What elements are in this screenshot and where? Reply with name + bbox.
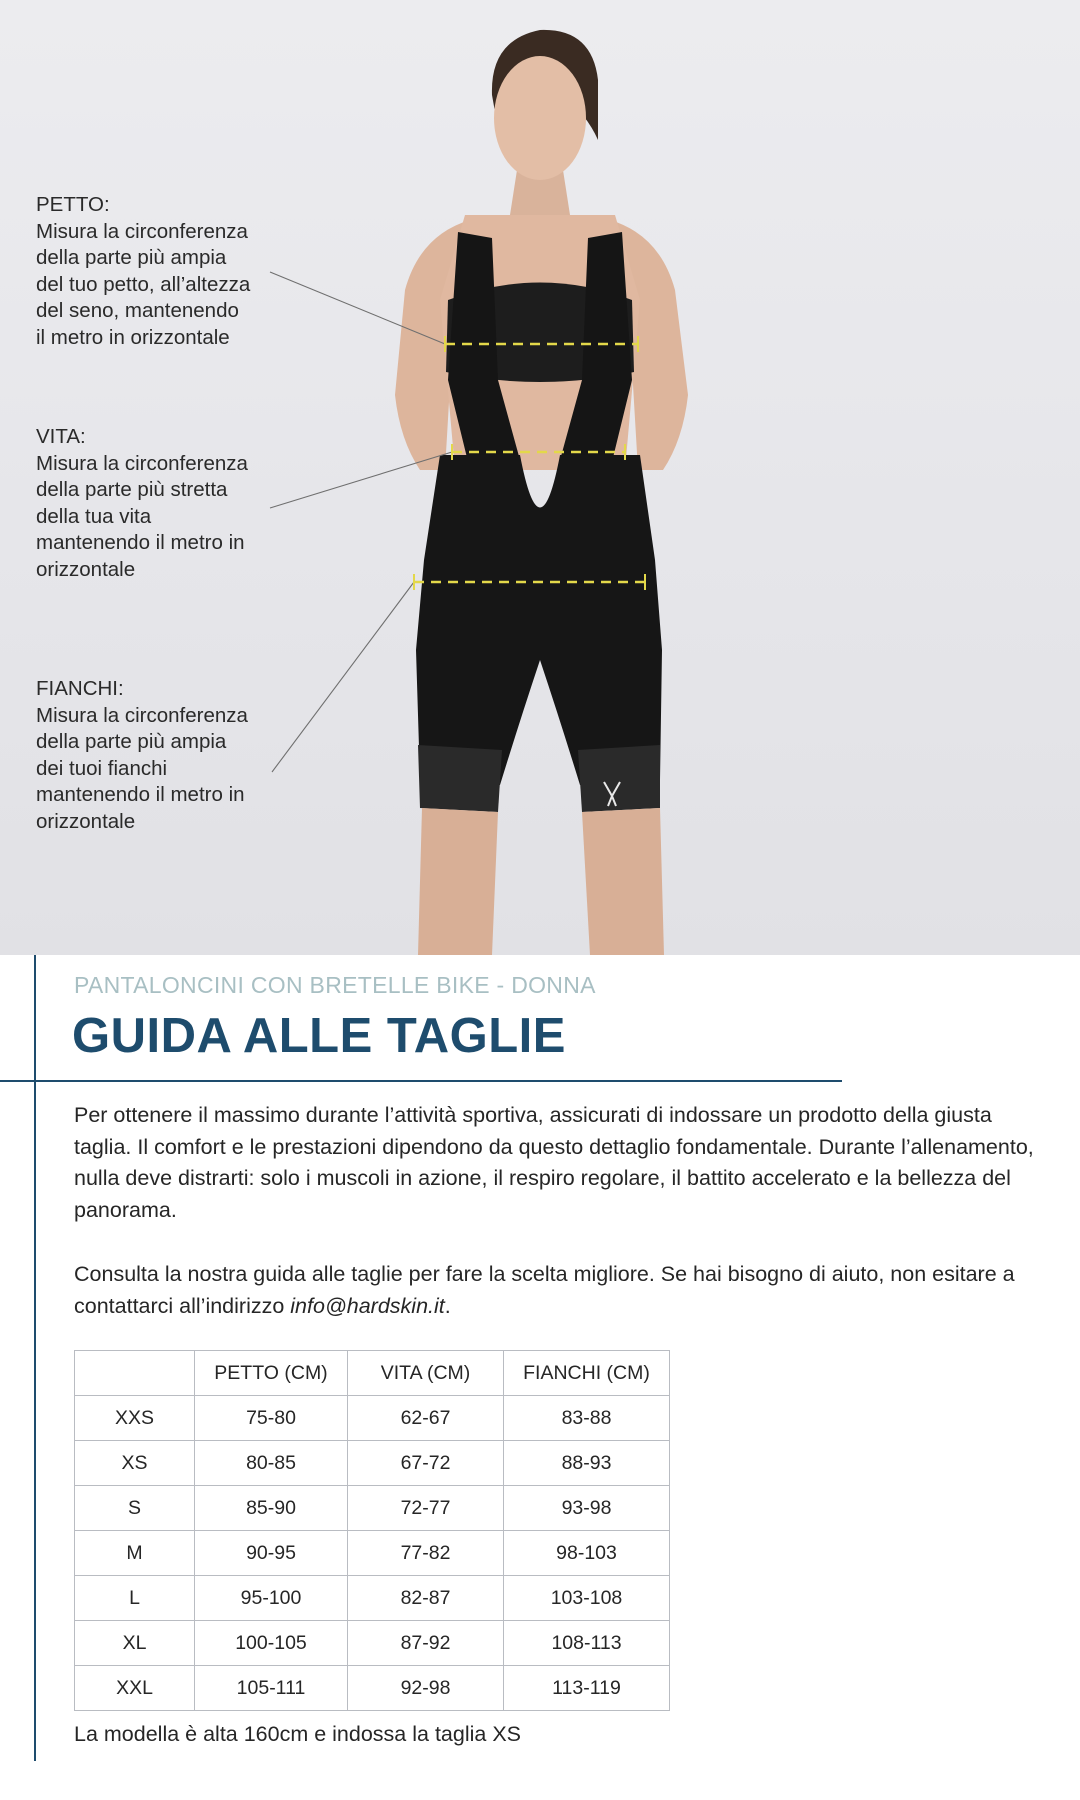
callout-fianchi bbox=[36, 676, 286, 835]
table-row bbox=[75, 1531, 670, 1576]
callout-title: VITA: bbox=[36, 425, 86, 448]
table-cell: 80-85 bbox=[195, 1441, 348, 1486]
table-cell: 77-82 bbox=[348, 1531, 504, 1576]
page-title: GUIDA ALLE TAGLIE bbox=[72, 1009, 566, 1063]
contact-text: Consulta la nostra guida alle taglie per fare la scelta migliore. Se hai bisogno di aiuto, non esitare a contattarci all’indirizzo bbox=[74, 1262, 1015, 1318]
size-label-cell: XL bbox=[75, 1621, 195, 1666]
contact-text-end: . bbox=[444, 1293, 451, 1318]
contact-paragraph bbox=[74, 1259, 1049, 1322]
contact-email-link[interactable]: info@hardskin.it bbox=[290, 1293, 445, 1318]
table-cell: 98-103 bbox=[504, 1531, 670, 1576]
callout-line: il metro in orizzontale bbox=[36, 325, 230, 349]
table-cell: 90-95 bbox=[195, 1531, 348, 1576]
table-cell: 108-113 bbox=[504, 1621, 670, 1666]
size-label-cell: XXS bbox=[75, 1396, 195, 1441]
callout-title: PETTO: bbox=[36, 193, 110, 216]
leg-band-left bbox=[418, 745, 502, 812]
table-row bbox=[75, 1441, 670, 1486]
table-cell: 92-98 bbox=[348, 1666, 504, 1711]
size-label-cell: XXL bbox=[75, 1666, 195, 1711]
callout-line: della parte più ampia bbox=[36, 730, 227, 753]
size-table bbox=[74, 1350, 670, 1711]
size-label-cell: M bbox=[75, 1531, 195, 1576]
callout-line: Misura la circonferenza bbox=[36, 703, 248, 727]
table-cell: 82-87 bbox=[348, 1576, 504, 1621]
leg-band-right bbox=[578, 745, 660, 812]
callout-line: del tuo petto, all’altezza bbox=[36, 272, 251, 296]
table-row bbox=[75, 1486, 670, 1531]
callout-line: mantenendo il metro in bbox=[36, 783, 245, 806]
callout-line: Misura la circonferenza bbox=[36, 219, 248, 243]
table-cell: 67-72 bbox=[348, 1441, 504, 1486]
callout-line: della parte più stretta bbox=[36, 478, 228, 501]
callout-title: FIANCHI: bbox=[36, 677, 124, 700]
table-cell: 100-105 bbox=[195, 1621, 348, 1666]
callout-line: della tua vita bbox=[36, 504, 152, 528]
callout-line: orizzontale bbox=[36, 557, 136, 581]
table-header-cell: FIANCHI (CM) bbox=[504, 1351, 670, 1396]
pointer-line-fianchi bbox=[272, 582, 414, 772]
model-left-leg bbox=[418, 808, 498, 955]
table-cell: 83-88 bbox=[504, 1396, 670, 1441]
table-row bbox=[75, 1666, 670, 1711]
callout-line: orizzontale bbox=[36, 809, 136, 833]
table-cell: 87-92 bbox=[348, 1621, 504, 1666]
table-row bbox=[75, 1396, 670, 1441]
table-cell: 103-108 bbox=[504, 1576, 670, 1621]
table-cell: 72-77 bbox=[348, 1486, 504, 1531]
model-face bbox=[494, 56, 586, 180]
table-header-cell: PETTO (CM) bbox=[195, 1351, 348, 1396]
intro-paragraph: Per ottenere il massimo durante l’attività sportiva, assicurati di indossare un prodotto della giusta taglia. Il comfort e le prestazioni dipendono da questo dettaglio fondamentale. Durante l’allenamento, nulla deve distrarti: solo i muscoli in azione, il respiro regolare, il battito accelerato e la bellezza del panorama. bbox=[74, 1103, 1034, 1222]
callout-line: del seno, mantenendo bbox=[36, 299, 239, 322]
model-right-leg bbox=[582, 808, 664, 955]
table-cell: 93-98 bbox=[504, 1486, 670, 1531]
callout-line: mantenendo il metro in bbox=[36, 531, 245, 554]
callout-petto bbox=[36, 192, 286, 351]
pointer-line-vita bbox=[270, 452, 452, 508]
model-size-note: La modella è alta 160cm e indossa la taglia XS bbox=[74, 1722, 521, 1746]
table-header-cell bbox=[75, 1351, 195, 1396]
table-cell: 85-90 bbox=[195, 1486, 348, 1531]
table-cell: 88-93 bbox=[504, 1441, 670, 1486]
accent-vertical-rule bbox=[34, 955, 36, 1761]
table-row bbox=[75, 1576, 670, 1621]
table-header-cell: VITA (CM) bbox=[348, 1351, 504, 1396]
size-label-cell: S bbox=[75, 1486, 195, 1531]
size-label-cell: XS bbox=[75, 1441, 195, 1486]
table-row bbox=[75, 1621, 670, 1666]
page-subtitle: PANTALONCINI CON BRETELLE BIKE - DONNA bbox=[74, 972, 596, 998]
table-cell: 95-100 bbox=[195, 1576, 348, 1621]
table-cell: 62-67 bbox=[348, 1396, 504, 1441]
callout-line: dei tuoi fianchi bbox=[36, 756, 168, 780]
accent-horizontal-rule bbox=[0, 1080, 842, 1082]
table-cell: 105-111 bbox=[195, 1666, 348, 1711]
size-label-cell: L bbox=[75, 1576, 195, 1621]
callout-vita bbox=[36, 424, 286, 583]
table-cell: 75-80 bbox=[195, 1396, 348, 1441]
table-header-row bbox=[75, 1351, 670, 1396]
table-cell: 113-119 bbox=[504, 1666, 670, 1711]
model-bib-shorts bbox=[416, 455, 662, 785]
callout-line: della parte più ampia bbox=[36, 246, 227, 269]
callout-line: Misura la circonferenza bbox=[36, 451, 248, 475]
